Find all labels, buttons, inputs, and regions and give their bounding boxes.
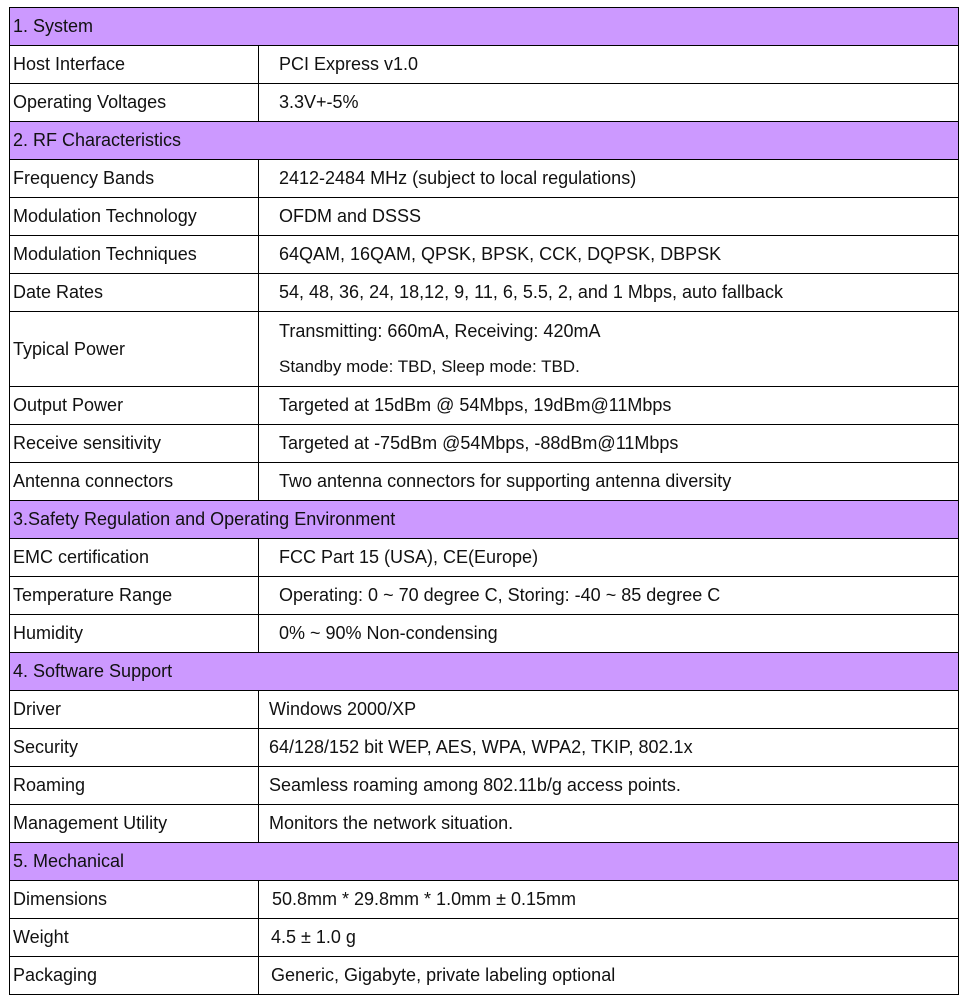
section-header-system bbox=[10, 8, 959, 46]
spec-row-emc-certification bbox=[10, 539, 959, 577]
spec-label: Driver bbox=[10, 691, 259, 729]
spec-label: Modulation Technology bbox=[10, 198, 259, 236]
spec-value: 3.3V+-5% bbox=[259, 84, 959, 122]
spec-value: Two antenna connectors for supporting antenna diversity bbox=[259, 463, 959, 501]
spec-row-typical-power bbox=[10, 312, 959, 387]
spec-value: 64QAM, 16QAM, QPSK, BPSK, CCK, DQPSK, DBPSK bbox=[259, 236, 959, 274]
spec-value: PCI Express v1.0 bbox=[259, 46, 959, 84]
spec-row-management-utility bbox=[10, 805, 959, 843]
spec-row-weight bbox=[10, 919, 959, 957]
spec-row-operating-voltages bbox=[10, 84, 959, 122]
spec-row-security bbox=[10, 729, 959, 767]
spec-value: 64/128/152 bit WEP, AES, WPA, WPA2, TKIP, 802.1x bbox=[259, 729, 959, 767]
spec-value: 54, 48, 36, 24, 18,12, 9, 11, 6, 5.5, 2, and 1 Mbps, auto fallback bbox=[259, 274, 959, 312]
spec-row-modulation-techniques bbox=[10, 236, 959, 274]
section-header-software-support bbox=[10, 653, 959, 691]
spec-row-roaming bbox=[10, 767, 959, 805]
section-title: 4. Software Support bbox=[10, 653, 959, 691]
spec-value: 0% ~ 90% Non-condensing bbox=[259, 615, 959, 653]
spec-label: EMC certification bbox=[10, 539, 259, 577]
spec-row-temperature-range bbox=[10, 577, 959, 615]
spec-label: Temperature Range bbox=[10, 577, 259, 615]
spec-label: Date Rates bbox=[10, 274, 259, 312]
section-header-mechanical bbox=[10, 843, 959, 881]
spec-label: Management Utility bbox=[10, 805, 259, 843]
section-title: 2. RF Characteristics bbox=[10, 122, 959, 160]
spec-label: Security bbox=[10, 729, 259, 767]
spec-value: Generic, Gigabyte, private labeling optional bbox=[259, 957, 959, 995]
spec-label: Antenna connectors bbox=[10, 463, 259, 501]
spec-value: Seamless roaming among 802.11b/g access points. bbox=[259, 767, 959, 805]
spec-value: OFDM and DSSS bbox=[259, 198, 959, 236]
spec-value: Targeted at -75dBm @54Mbps, -88dBm@11Mbps bbox=[259, 425, 959, 463]
spec-value-line: Transmitting: 660mA, Receiving: 420mA bbox=[279, 321, 601, 341]
spec-value bbox=[259, 312, 959, 387]
section-title: 5. Mechanical bbox=[10, 843, 959, 881]
spec-table bbox=[9, 7, 959, 995]
spec-row-dimensions bbox=[10, 881, 959, 919]
spec-value: 4.5 ± 1.0 g bbox=[259, 919, 959, 957]
spec-value: 50.8mm * 29.8mm * 1.0mm ± 0.15mm bbox=[259, 881, 959, 919]
spec-label: Dimensions bbox=[10, 881, 259, 919]
spec-row-date-rates bbox=[10, 274, 959, 312]
spec-label: Host Interface bbox=[10, 46, 259, 84]
spec-label: Typical Power bbox=[10, 312, 259, 387]
spec-label: Packaging bbox=[10, 957, 259, 995]
spec-row-humidity bbox=[10, 615, 959, 653]
section-header-safety-regulation bbox=[10, 501, 959, 539]
spec-value: Operating: 0 ~ 70 degree C, Storing: -40 ~ 85 degree C bbox=[259, 577, 959, 615]
spec-label: Output Power bbox=[10, 387, 259, 425]
section-title: 3.Safety Regulation and Operating Environment bbox=[10, 501, 959, 539]
spec-value-line: Standby mode: TBD, Sleep mode: TBD. bbox=[279, 357, 580, 376]
spec-value: Windows 2000/XP bbox=[259, 691, 959, 729]
section-title: 1. System bbox=[10, 8, 959, 46]
spec-row-antenna-connectors bbox=[10, 463, 959, 501]
section-header-rf-characteristics bbox=[10, 122, 959, 160]
spec-label: Receive sensitivity bbox=[10, 425, 259, 463]
spec-value: Monitors the network situation. bbox=[259, 805, 959, 843]
spec-label: Humidity bbox=[10, 615, 259, 653]
spec-label: Roaming bbox=[10, 767, 259, 805]
spec-label: Frequency Bands bbox=[10, 160, 259, 198]
spec-label: Weight bbox=[10, 919, 259, 957]
spec-row-driver bbox=[10, 691, 959, 729]
spec-row-host-interface bbox=[10, 46, 959, 84]
spec-value: Targeted at 15dBm @ 54Mbps, 19dBm@11Mbps bbox=[259, 387, 959, 425]
spec-row-packaging bbox=[10, 957, 959, 995]
spec-row-frequency-bands bbox=[10, 160, 959, 198]
spec-row-receive-sensitivity bbox=[10, 425, 959, 463]
spec-label: Modulation Techniques bbox=[10, 236, 259, 274]
spec-row-output-power bbox=[10, 387, 959, 425]
spec-row-modulation-technology bbox=[10, 198, 959, 236]
spec-value: 2412-2484 MHz (subject to local regulations) bbox=[259, 160, 959, 198]
spec-value: FCC Part 15 (USA), CE(Europe) bbox=[259, 539, 959, 577]
spec-label: Operating Voltages bbox=[10, 84, 259, 122]
